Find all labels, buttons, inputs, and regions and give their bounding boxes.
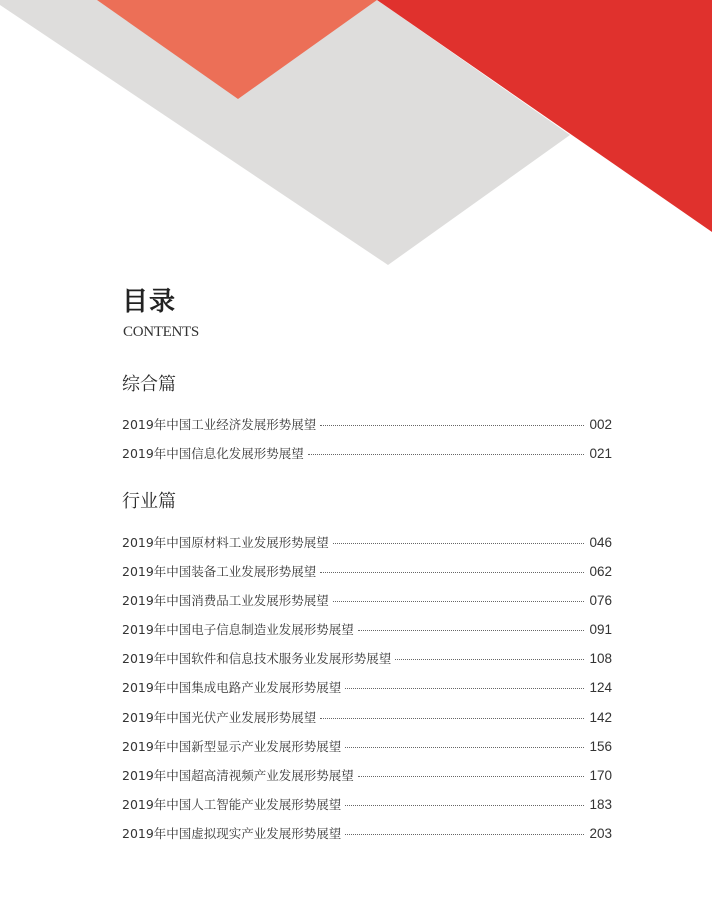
dot-leader bbox=[345, 747, 584, 748]
section-heading-industry: 行业篇 bbox=[122, 491, 176, 512]
toc-entry-page: 062 bbox=[589, 563, 612, 579]
toc-entry-title: 2019年中国光伏产业发展形势展望 bbox=[122, 710, 317, 725]
dot-leader bbox=[320, 425, 584, 426]
toc-entry-title: 2019年中国软件和信息技术服务业发展形势展望 bbox=[122, 651, 392, 666]
dot-leader bbox=[308, 454, 585, 455]
toc-entry-page: 076 bbox=[589, 592, 612, 608]
dot-leader bbox=[333, 601, 585, 602]
toc-entry[interactable] bbox=[122, 619, 612, 639]
toc-subtitle: CONTENTS bbox=[123, 324, 199, 340]
toc-entry-title: 2019年中国人工智能产业发展形势展望 bbox=[122, 797, 342, 812]
toc-entry-title: 2019年中国装备工业发展形势展望 bbox=[122, 564, 317, 579]
dot-leader bbox=[358, 630, 585, 631]
toc-entry-title: 2019年中国超高清视频产业发展形势展望 bbox=[122, 768, 354, 783]
toc-entry[interactable] bbox=[122, 561, 612, 581]
toc-entry[interactable] bbox=[122, 648, 612, 668]
toc-entry[interactable] bbox=[122, 590, 612, 610]
dot-leader bbox=[345, 805, 584, 806]
dot-leader bbox=[320, 572, 584, 573]
toc-entry[interactable] bbox=[122, 794, 612, 814]
toc-entry-page: 124 bbox=[589, 679, 612, 695]
toc-entry[interactable] bbox=[122, 765, 612, 785]
toc-entry-page: 183 bbox=[589, 796, 612, 812]
toc-entry-title: 2019年中国集成电路产业发展形势展望 bbox=[122, 680, 342, 695]
toc-entry-title: 2019年中国电子信息制造业发展形势展望 bbox=[122, 622, 354, 637]
toc-entry-page: 021 bbox=[589, 445, 612, 461]
toc-entry-page: 170 bbox=[589, 767, 612, 783]
toc-title: 目录 bbox=[122, 287, 177, 317]
toc-entry-title: 2019年中国消费品工业发展形势展望 bbox=[122, 593, 329, 608]
toc-entry[interactable] bbox=[122, 443, 612, 463]
toc-entry-page: 156 bbox=[589, 738, 612, 754]
toc-entry-title: 2019年中国工业经济发展形势展望 bbox=[122, 417, 317, 432]
dot-leader bbox=[333, 543, 585, 544]
toc-entry-page: 203 bbox=[589, 825, 612, 841]
toc-entry[interactable] bbox=[122, 677, 612, 697]
toc-entry[interactable] bbox=[122, 823, 612, 843]
toc-entry-page: 091 bbox=[589, 621, 612, 637]
toc-entry-title: 2019年中国信息化发展形势展望 bbox=[122, 446, 304, 461]
dot-leader bbox=[358, 776, 585, 777]
dot-leader bbox=[395, 659, 584, 660]
toc-entry[interactable] bbox=[122, 414, 612, 434]
dot-leader bbox=[345, 834, 584, 835]
toc-entry[interactable] bbox=[122, 736, 612, 756]
dot-leader bbox=[320, 718, 584, 719]
toc-entry-title: 2019年中国原材料工业发展形势展望 bbox=[122, 535, 329, 550]
toc-entry-title: 2019年中国新型显示产业发展形势展望 bbox=[122, 739, 342, 754]
toc-entry-page: 142 bbox=[589, 709, 612, 725]
dot-leader bbox=[345, 688, 584, 689]
section-heading-general: 综合篇 bbox=[122, 374, 176, 395]
toc-entry-page: 002 bbox=[589, 416, 612, 432]
toc-entry-page: 046 bbox=[589, 534, 612, 550]
toc-entry[interactable] bbox=[122, 532, 612, 552]
toc-entry-page: 108 bbox=[589, 650, 612, 666]
toc-entry[interactable] bbox=[122, 707, 612, 727]
toc-entry-title: 2019年中国虚拟现实产业发展形势展望 bbox=[122, 826, 342, 841]
